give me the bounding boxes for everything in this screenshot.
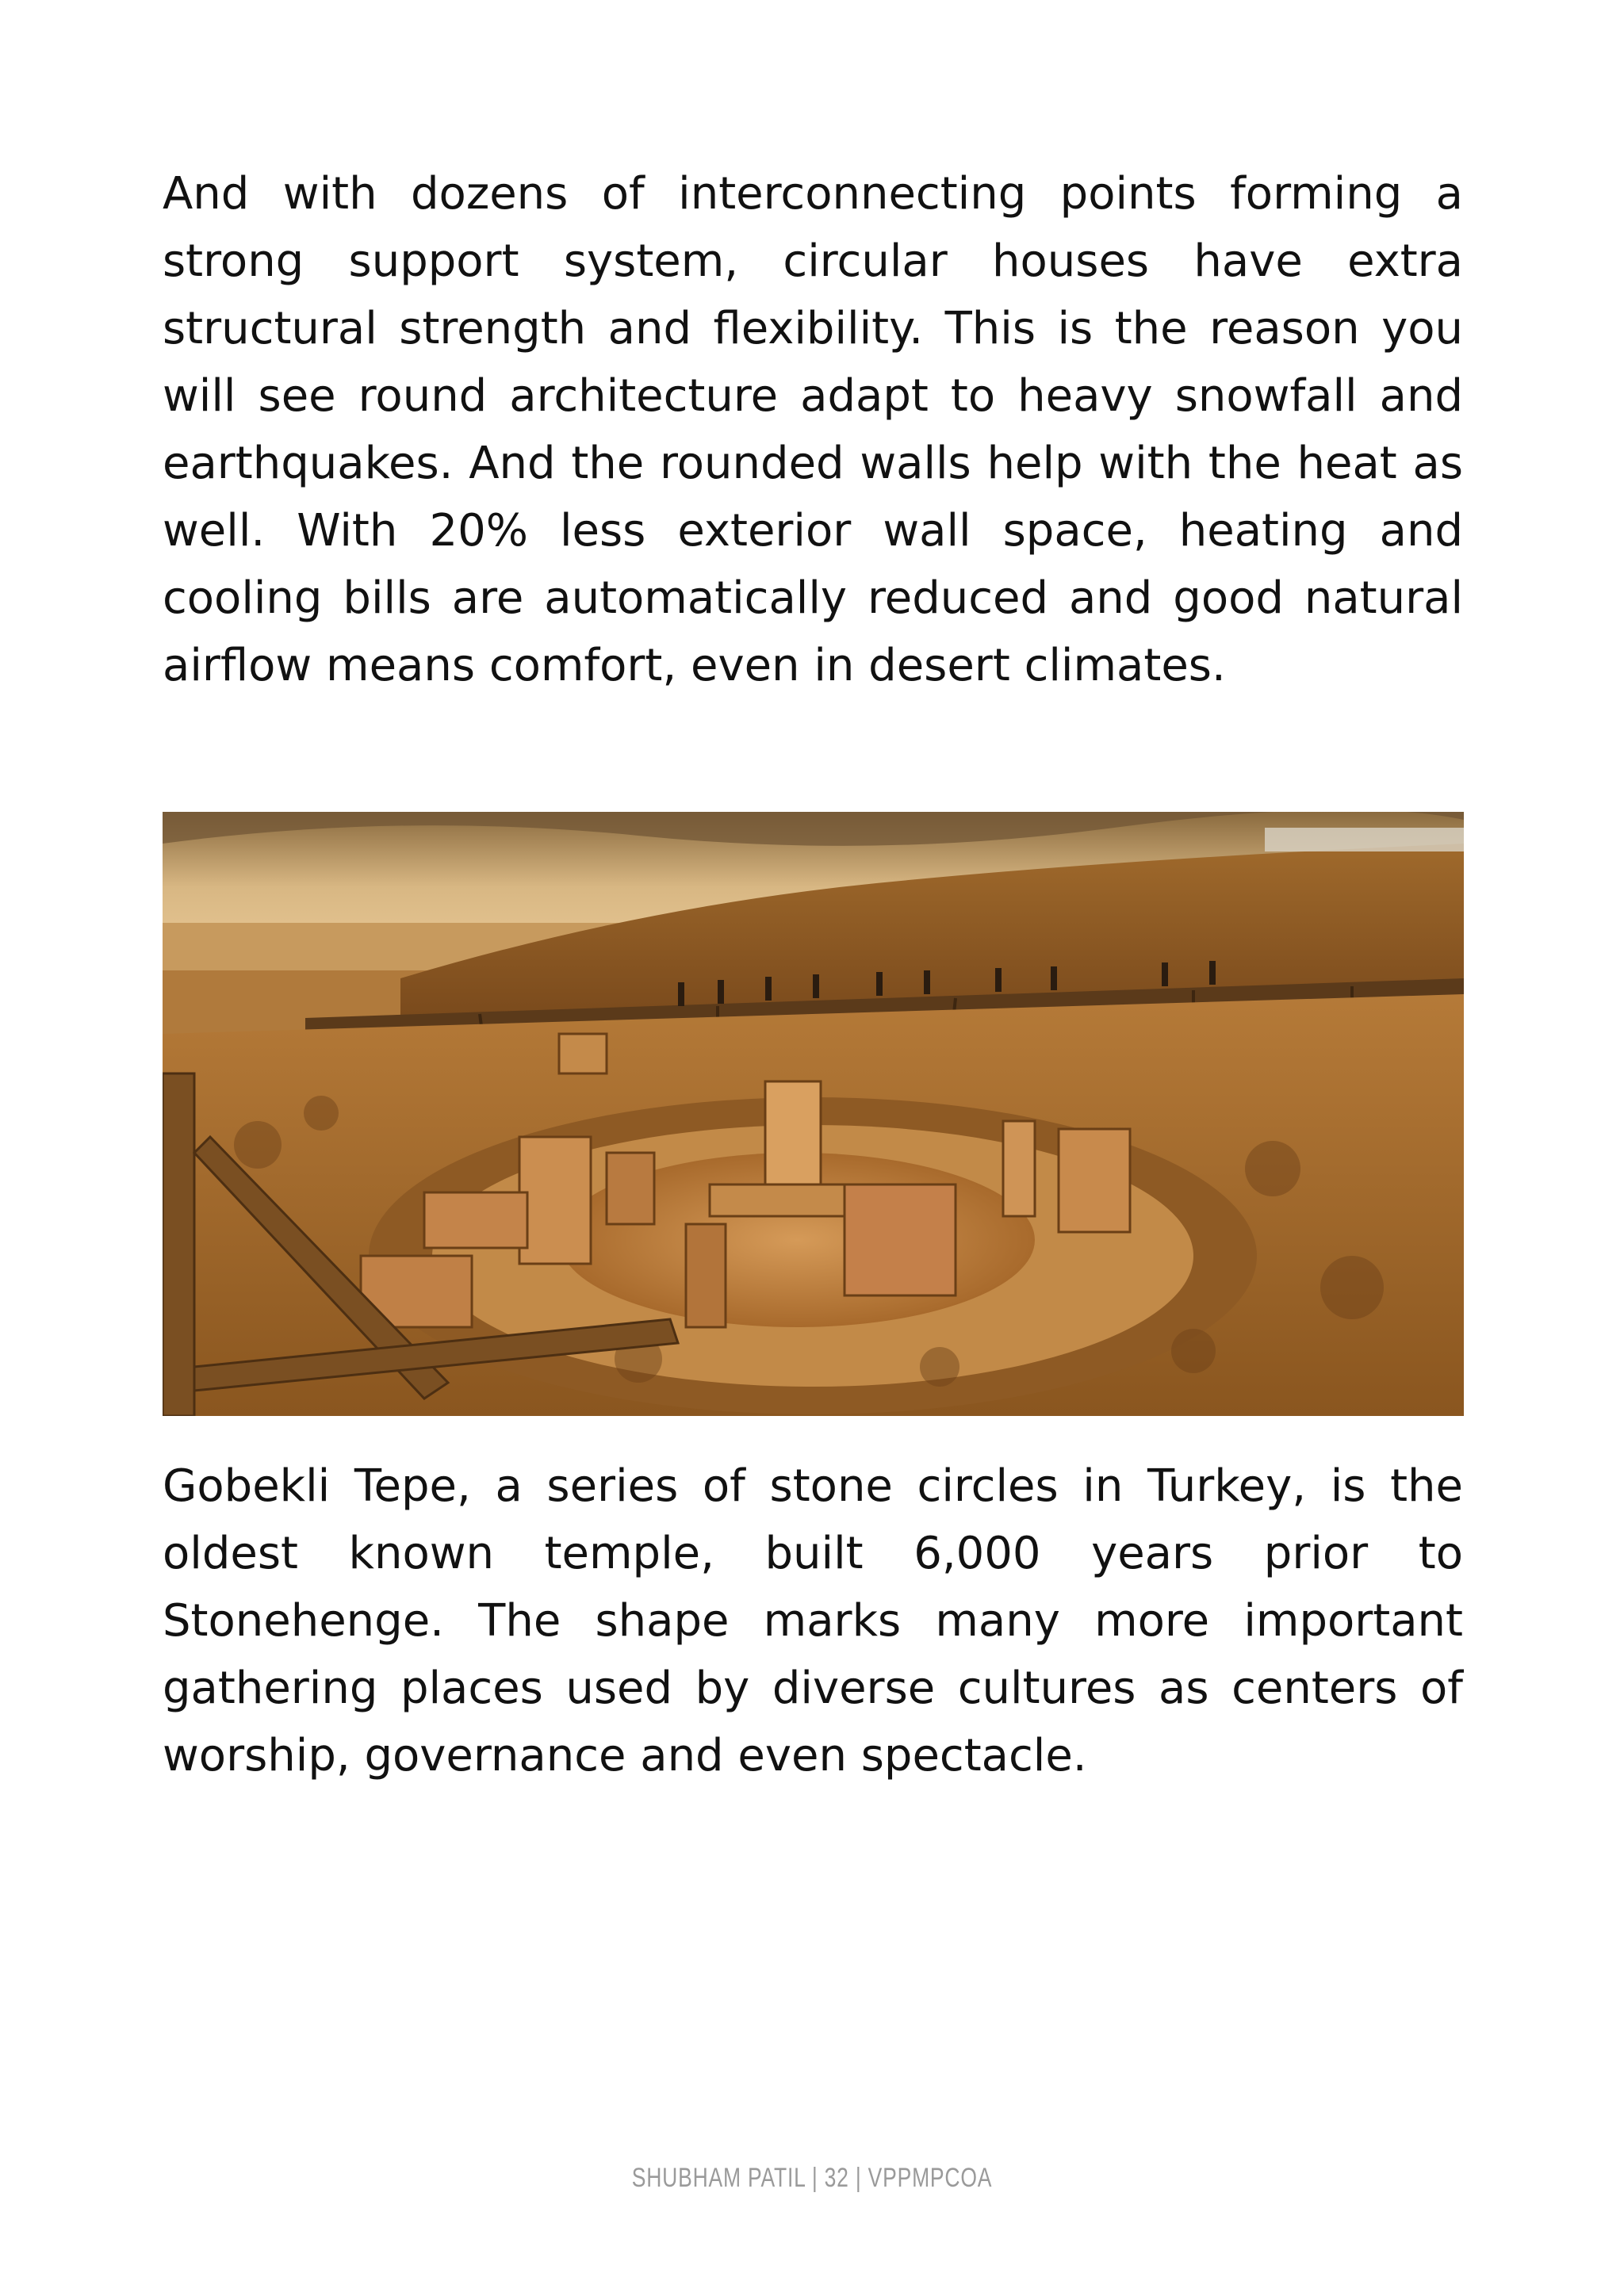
body-paragraph-1: And with dozens of interconnecting points forming a strong support system, circular houses have extra structural strength and flexibility. This is the reason you will see round architecture adapt to heavy snowfall and earthquakes. And the rounded walls help with the heat as well. With 20% less exterior wall space, heating and cooling bills are automatically reduced and good natural airflow means comfort, even in desert climates. bbox=[163, 168, 1463, 691]
excavation-site-illustration bbox=[163, 812, 1464, 1416]
page-footer: SHUBHAM PATIL | 32 | VPPMPCOA bbox=[631, 2163, 993, 2193]
gobekli-tepe-photo bbox=[163, 812, 1464, 1416]
body-paragraph-2: Gobekli Tepe, a series of stone circles in Turkey, is the oldest known temple, built 6,000 years prior to Stonehenge. The shape marks many more important gathering places used by diverse cultures as centers of worship, governance and even spectacle. bbox=[163, 1460, 1463, 1781]
